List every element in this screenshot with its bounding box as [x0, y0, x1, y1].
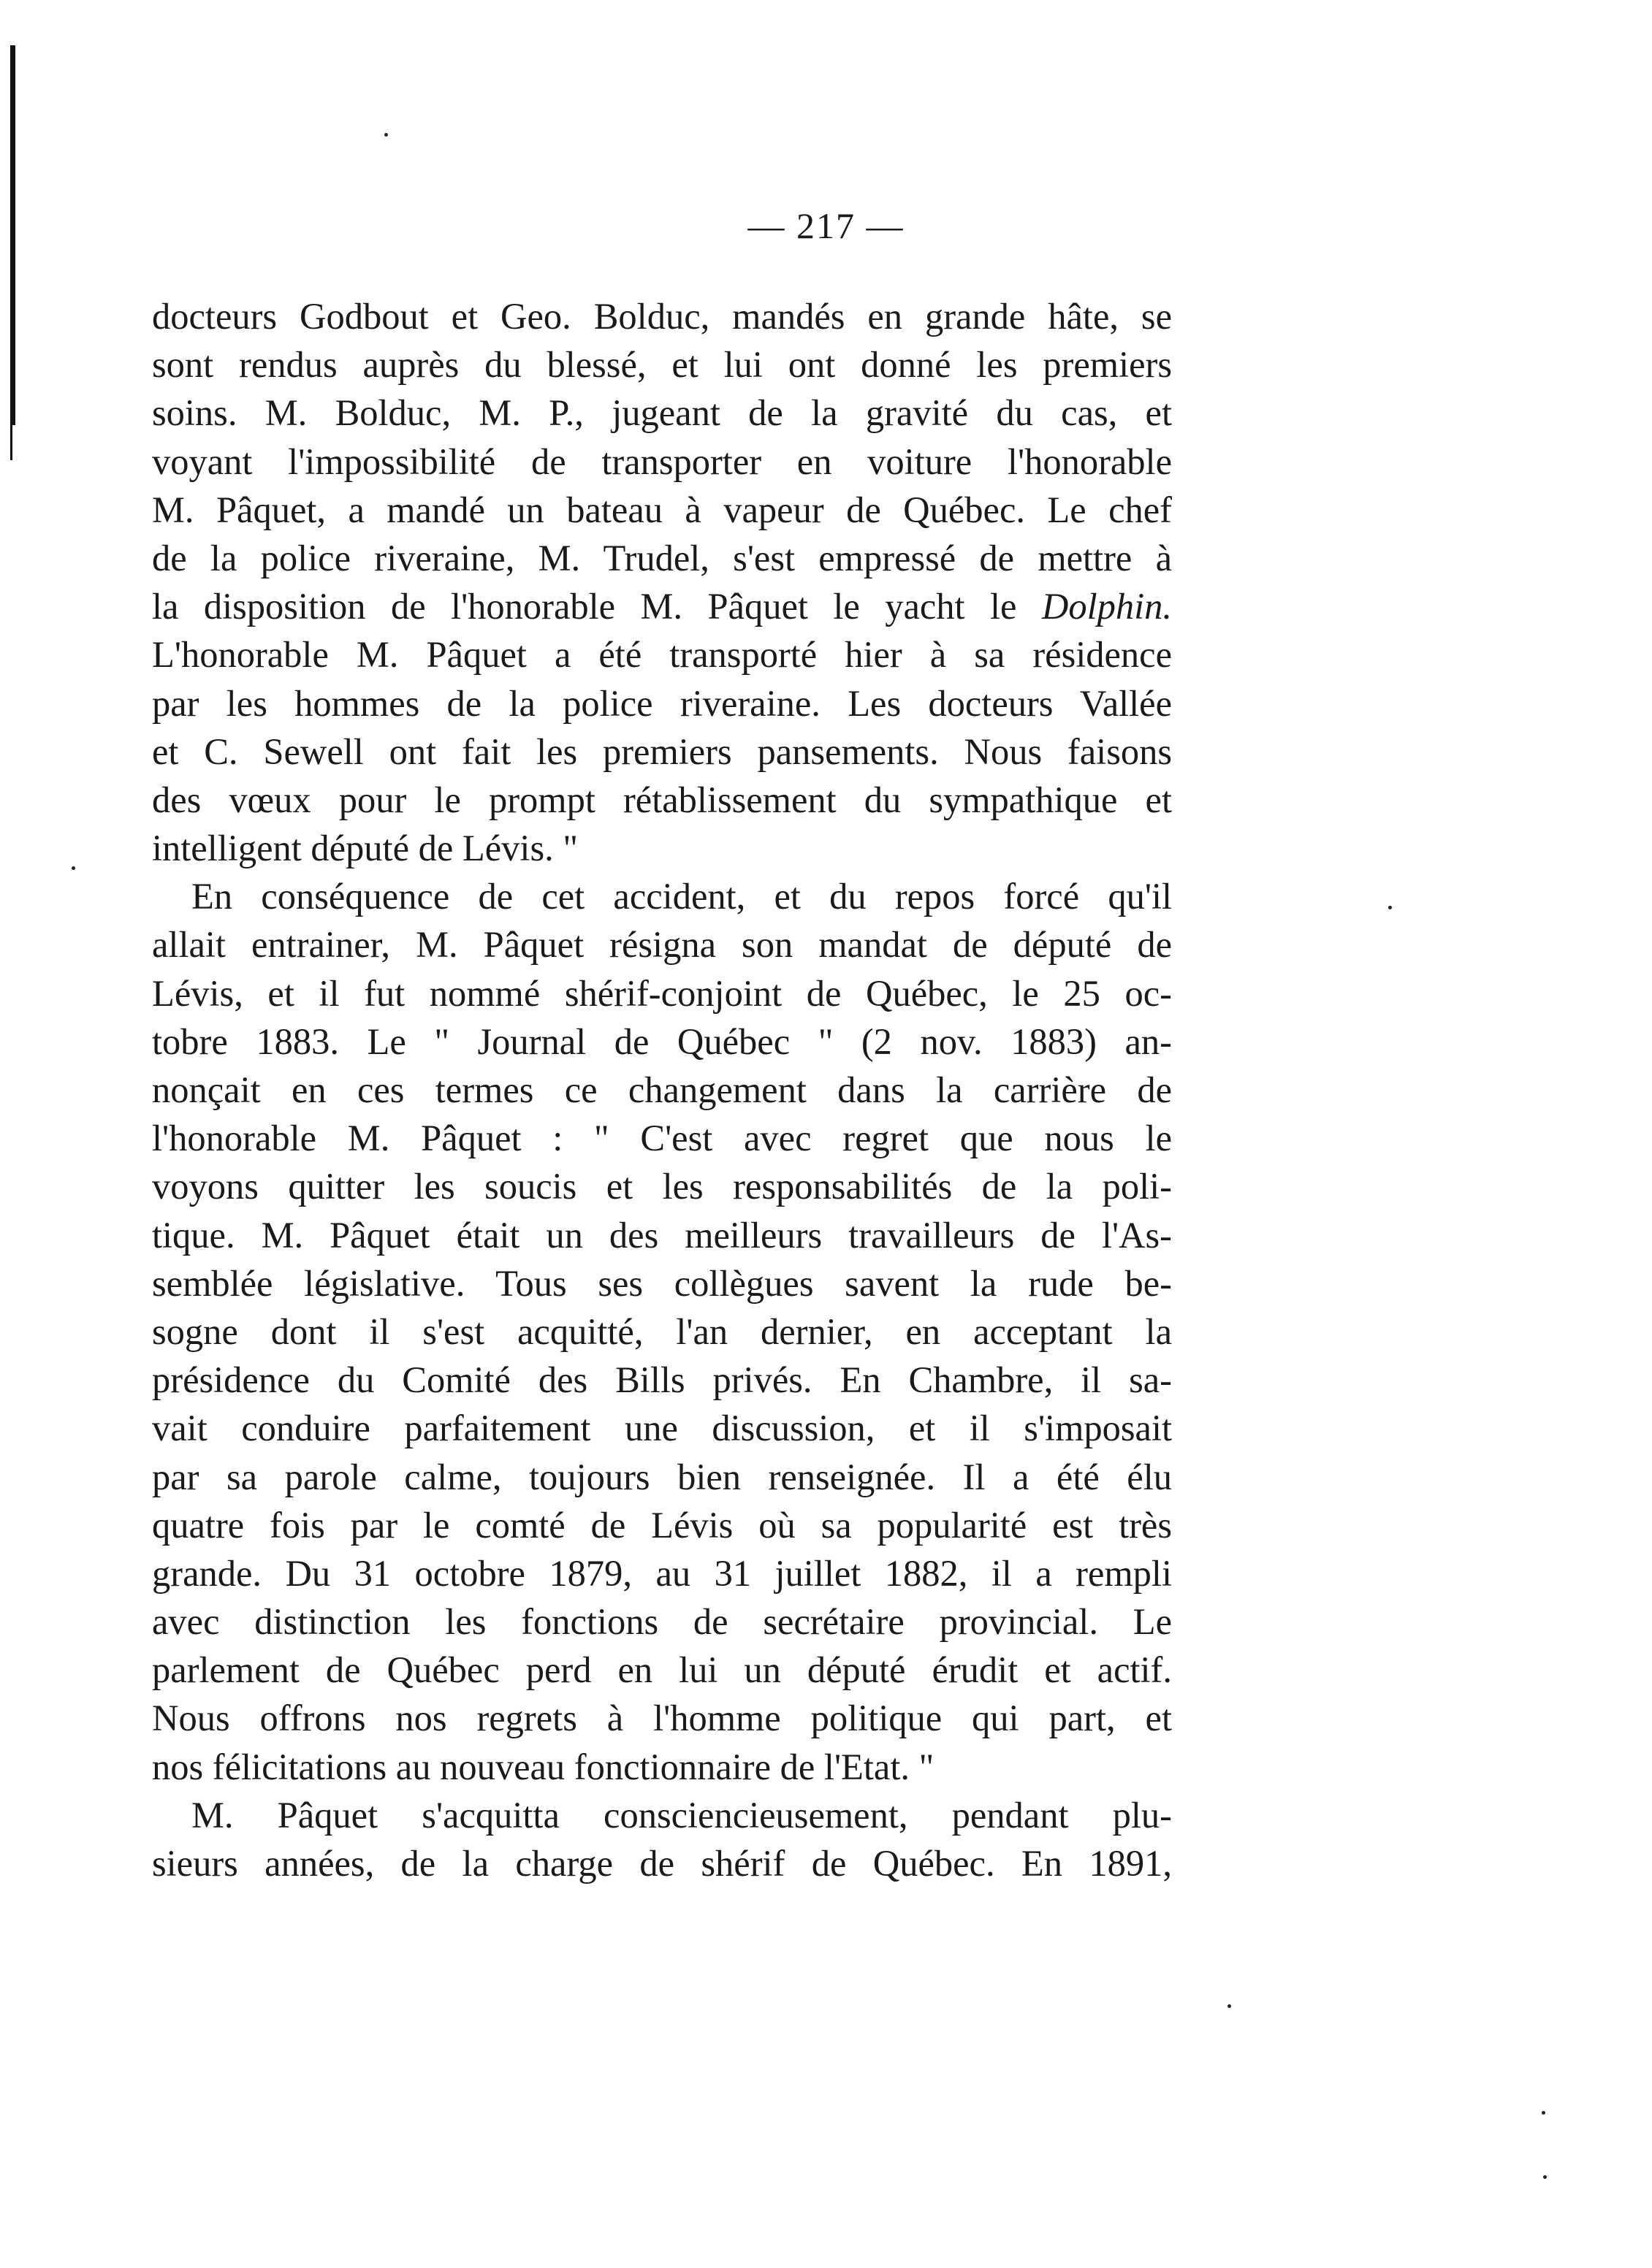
text-line: quatre fois par le comté de Lévis où sa popularité est très [152, 1504, 1172, 1546]
text-line: sogne dont il s'est acquitté, l'an dernier, en acceptant la [152, 1310, 1172, 1352]
text-line: sieurs années, de la charge de shérif de Québec. En 1891, [152, 1843, 1172, 1884]
text-line-paragraph-start: M. Pâquet s'acquitta consciencieusement, pendant plu- [191, 1794, 1172, 1836]
text-line: parlement de Québec perd en lui un député érudit et actif. [152, 1649, 1172, 1691]
text-line: nos félicitations au nouveau fonctionnaire de l'Etat. " [152, 1746, 935, 1787]
text-line-paragraph-start: En conséquence de cet accident, et du repos forcé qu'il [191, 876, 1172, 917]
scan-speck [1227, 2004, 1231, 2008]
text-line: intelligent député de Lévis. " [152, 828, 578, 869]
text-line: nonçait en ces termes ce changement dans la carrière de [152, 1069, 1172, 1110]
text-line: par sa parole calme, toujours bien renseignée. Il a été élu [152, 1456, 1172, 1497]
scan-speck [384, 133, 388, 137]
text-line: par les hommes de la police riveraine. Les docteurs Vallée [152, 682, 1172, 724]
body-text [152, 292, 1172, 1887]
text-line: soins. M. Bolduc, M. P., jugeant de la gravité du cas, et [152, 392, 1172, 434]
scan-speck [72, 866, 75, 870]
text-line: sont rendus auprès du blessé, et lui ont donné les premiers [152, 344, 1172, 386]
text-line: voyant l'impossibilité de transporter en voiture l'honorable [152, 440, 1172, 482]
text-line-dolphin [152, 582, 1172, 630]
text-line: allait entrainer, M. Pâquet résigna son mandat de député de [152, 924, 1172, 966]
text-line: tique. M. Pâquet était un des meilleurs travailleurs de l'As- [152, 1214, 1172, 1256]
text-line: avec distinction les fonctions de secrétaire provincial. Le [152, 1601, 1172, 1643]
scan-speck [1543, 2175, 1547, 2179]
text-line: de la police riveraine, M. Trudel, s'est empressé de mettre à [152, 537, 1172, 579]
scan-edge-mark-small [10, 409, 12, 460]
text-line: Nous offrons nos regrets à l'homme politique qui part, et [152, 1698, 1172, 1739]
text-line: vait conduire parfaitement une discussion, et il s'imposait [152, 1408, 1172, 1449]
text-line: docteurs Godbout et Geo. Bolduc, mandés en grande hâte, se [152, 296, 1172, 337]
text-line: des vœux pour le prompt rétablissement du sympathique et [152, 779, 1172, 820]
text-segment: la disposition de l'honorable M. Pâquet le yacht le [152, 586, 1042, 627]
text-line: Lévis, et il fut nommé shérif-conjoint de Québec, le 25 oc- [152, 972, 1172, 1014]
text-line: et C. Sewell ont fait les premiers pansements. Nous faisons [152, 730, 1172, 772]
text-line: présidence du Comité des Bills privés. En Chambre, il sa- [152, 1359, 1172, 1401]
scan-speck [1388, 906, 1392, 909]
page-number: — 217 — [747, 205, 905, 246]
text-line: M. Pâquet, a mandé un bateau à vapeur de Québec. Le chef [152, 489, 1172, 530]
scan-speck [1542, 2111, 1545, 2115]
text-line: semblée législative. Tous ses collègues savent la rude be- [152, 1262, 1172, 1304]
ship-name-italic: Dolphin. [1041, 586, 1172, 627]
text-line: l'honorable M. Pâquet : " C'est avec regret que nous le [152, 1118, 1172, 1159]
text-line: L'honorable M. Pâquet a été transporté hier à sa résidence [152, 634, 1172, 676]
text-line: voyons quitter les soucis et les responsabilités de la poli- [152, 1166, 1172, 1207]
text-line: grande. Du 31 octobre 1879, au 31 juillet 1882, il a rempli [152, 1552, 1172, 1594]
text-line: tobre 1883. Le " Journal de Québec " (2 nov. 1883) an- [152, 1020, 1172, 1062]
